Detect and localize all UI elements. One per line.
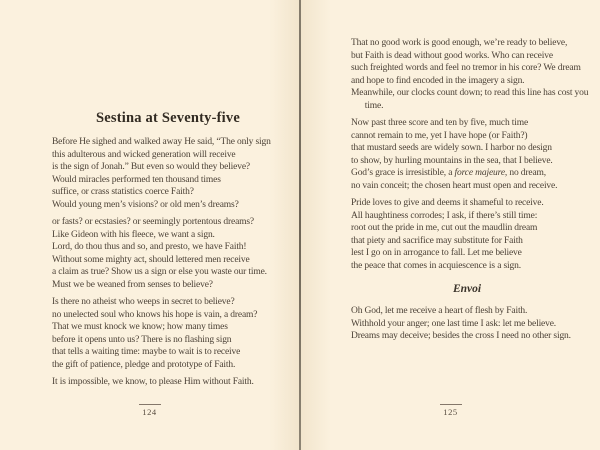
poem-line: before it opens unto us? There is no flashing sign [52, 334, 232, 345]
stanza-5 [351, 117, 588, 192]
poem-line: a claim as true? Show us a sign or else you waste our time. [52, 267, 267, 277]
footer-rule [440, 404, 462, 405]
poem-line: that tells a waiting time: maybe to wait is to receive [52, 347, 241, 357]
poem-line: that piety and sacrifice may substitute for Faith [351, 235, 523, 246]
poem-line: cannot remain to me, yet I have hope (or Faith?) [351, 130, 528, 141]
stanza-6 [351, 197, 588, 272]
poem-line: Lord, do thou thus and so, and presto, we have Faith! [52, 242, 247, 252]
envoi-heading: Envoi [452, 283, 482, 295]
page-number-left: 124 [142, 407, 157, 417]
poem-line: time. [351, 100, 384, 111]
stanza-1 [52, 136, 287, 211]
poem-line: that mustard seeds are widely sown. I harbor no design [351, 143, 552, 153]
poem-line: is the sign of Jonah.” But even so would they believe? [52, 162, 250, 172]
poem-line: Pride loves to give and deems it shameful to receive. [351, 198, 544, 208]
poem-line: All haughtiness corrodes; I ask, if there’s still time: [351, 210, 538, 221]
poem-line: such freighted words and feel no tremor in his core? We dream [351, 63, 581, 73]
poem-line: Meanwhile, our clocks count down; to read this line has cost you [351, 88, 589, 98]
poem-line: lest I go on in arrogance to fall. Let me believe [351, 248, 522, 258]
poem-line: Withhold your anger; one last time I ask: let me believe. [351, 318, 557, 329]
poem-line: God’s grace is irresistible, a force majeure, no dream, [351, 168, 546, 178]
poem-line: That no good work is good enough, we’re ready to believe, [351, 38, 568, 48]
poem-line: Would young men’s visions? or old men’s dreams? [52, 199, 239, 210]
poem-line: no vain conceit; the chosen heart must open and receive. [351, 180, 558, 191]
stanza-4-continued [351, 37, 588, 112]
left-page [0, 0, 299, 450]
poem-line: Like Gideon with his fleece, we want a sign. [52, 229, 215, 240]
poem-line: and hope to find encoded in the imagery a sign. [351, 75, 525, 86]
envoi-stanza [351, 305, 588, 343]
poem-line: no unelected soul who knows his hope is vain, a dream? [52, 309, 258, 320]
poem-line: Dreams may deceive; besides the cross I need no other sign. [351, 331, 571, 341]
poem-line: this adulterous and wicked generation will receive [52, 149, 236, 160]
footer-rule [139, 404, 161, 405]
poem-line: Oh God, let me receive a heart of flesh by Faith. [351, 306, 528, 316]
poem-line: Must we be weaned from senses to believe? [52, 279, 213, 290]
poem-line: Before He sighed and walked away He said, “The only sign [52, 137, 271, 147]
poem-line: but Faith is dead without good works. Who can receive [351, 50, 553, 61]
poem-line: It is impossible, we know, to please Him without Faith. [52, 377, 254, 387]
poem-line: to show, by hurling mountains in the sea, that I believe. [351, 155, 553, 166]
poem-line: Now past three score and ten by five, much time [351, 118, 529, 128]
poem-line: That we must knock we know; how many times [52, 322, 228, 332]
page-number-right: 125 [443, 407, 458, 417]
poem-line: the gift of patience, pledge and prototype of Faith. [52, 359, 236, 370]
right-page [301, 0, 600, 450]
poem-line: or fasts? or ecstasies? or seemingly portentous dreams? [52, 217, 255, 227]
poem-title: Sestina at Seventy-five [96, 110, 240, 126]
poem-line: root out the pride in me, cut out the maudlin dream [351, 223, 538, 233]
stanza-4-opening [52, 376, 287, 389]
poem-line: Without some mighty act, should lettered men receive [52, 254, 250, 265]
poem-line: Is there no atheist who weeps in secret to believe? [52, 297, 235, 307]
left-page-footer [0, 404, 299, 417]
poem-line: Would miracles performed ten thousand times [52, 174, 221, 185]
stanza-3 [52, 296, 287, 371]
right-page-footer [301, 404, 600, 417]
poem-line: suffice, or crass statistics coerce Faith? [52, 187, 194, 197]
stanza-2 [52, 216, 287, 291]
poem-line: the peace that comes in acquiescence is a sign. [351, 260, 521, 271]
